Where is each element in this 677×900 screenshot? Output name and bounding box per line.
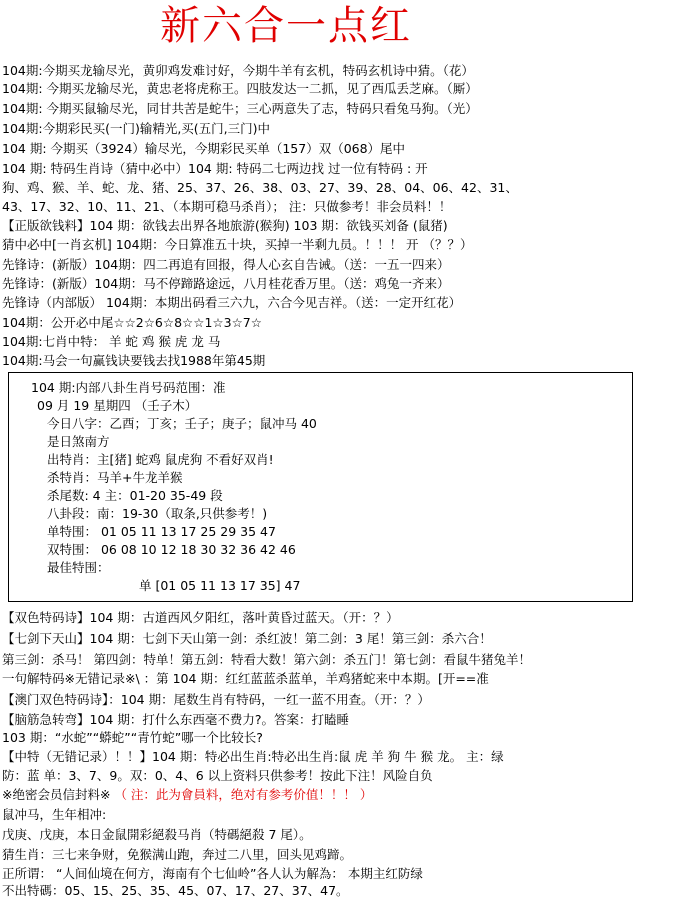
text-line: 104 期: 特码生肖诗（猜中必中）104 期: 特码二七两边找 过一位有特码 : 开 xyxy=(2,161,428,176)
box-line: 是日煞南方 xyxy=(47,434,110,449)
text-line: 【脑筋急转弯】104 期：打什么东西毫不费力?。答案：打瞌睡 xyxy=(2,712,349,727)
text-line: 不出特碼：05、15、25、35、45、07、17、27、37、47。 xyxy=(2,883,349,898)
member-note: （ 注：此为會員料，绝对有参考价值！！！ ） xyxy=(114,787,373,802)
secret-label: ※绝密会员信封料※ xyxy=(2,787,111,802)
text-line: 【正版欲钱料】104 期：欲钱去出界各地旅游(猴狗) 103 期：欲钱买刘备 (鼠猪) xyxy=(2,218,448,233)
box-line: 单 [01 05 11 13 17 35] 47 xyxy=(139,578,301,593)
box-line: 今日八字：乙酉；丁亥；壬子；庚子；鼠冲马 40 xyxy=(47,416,317,431)
text-line: 104期: 今期买龙输尽光，黄忠老将虎称王。四肢发达一二抓，见了西瓜丢芝麻。（厮） xyxy=(2,81,478,96)
text-line: 防：蓝 单：3、7、9。双：0、4、6 以上资料只供参考！按此下注！风险自负 xyxy=(2,768,433,783)
box-line: 双特围： 06 08 10 12 18 30 32 36 42 46 xyxy=(47,542,296,557)
text-line: 猜中必中[一肖玄机] 104期：今日算准五十块，买掉一半剩九员。！！！ 开 （？？） xyxy=(2,237,473,252)
text-line: 【七剑下天山】104 期：七剑下天山第一剑：杀红波！第二剑：3 尾！第三剑：杀六合！ xyxy=(2,631,492,646)
text-line: 狗、鸡、猴、羊、蛇、龙、猪、25、37、26、38、03、27、39、28、04、06、42、31、 xyxy=(2,180,518,195)
text-line: 104期: 今期买鼠输尽光，同甘共苦是蛇牛；三心两意失了志，特码只看兔马狗。（光） xyxy=(2,101,478,116)
box-line: 杀尾数: 4 主：01-20 35-49 段 xyxy=(47,488,223,503)
box-line: 最佳特围： xyxy=(47,560,110,575)
box-line: 出特肖：主[猪] 蛇鸡 鼠虎狗 不看好双肖! xyxy=(47,452,274,467)
page-title: 新六合一点红 xyxy=(160,3,412,49)
text-line: 104期:今期彩民买(一门)输精光,买(五门,三门)中 xyxy=(2,121,271,136)
box-line: 104 期:内部八卦生肖号码范围：准 xyxy=(31,380,226,395)
text-line: 一句解特码※无错记录※\ ：第 104 期：红红蓝蓝杀蓝单，羊鸡猪蛇来中本期。[开==准 xyxy=(2,671,489,686)
bagua-info-box xyxy=(8,372,633,602)
text-line: 103 期：“水蛇”“蟒蛇”“青竹蛇”哪一个比较长? xyxy=(2,730,263,745)
box-line: 单特围： 01 05 11 13 17 25 29 35 47 xyxy=(47,524,276,539)
text-line: 104 期: 今期买（3924）输尽光，今期彩民买单（157）双（068）尾中 xyxy=(2,141,406,156)
text-line: 【澳门双色特码诗】：104 期：尾数生肖有特码，一红一蓝不用查。（开：？） xyxy=(2,692,430,707)
text-line: 先锋诗（内部版） 104期：本期出码看三六九，六合今见吉祥。（送：一定开红花） xyxy=(2,295,462,310)
text-line: 【双色特码诗】104 期：古道西风夕阳红，落叶黄昏过蓝天。（开：？） xyxy=(2,610,399,625)
text-line: 43、17、32、10、11、21、（本期可稳马杀肖）； 注：只做参考！非会员料！！ xyxy=(2,199,452,214)
text-line: 第三剑：杀马！ 第四剑：特单！第五剑：特看大数！第六剑：杀五门！第七剑：看鼠牛猪兔羊！ xyxy=(2,652,531,667)
box-line: 八卦段：南：19-30（取条,只供参考！) xyxy=(47,506,268,521)
text-line: 104期:马会一句赢钱诀要钱去找1988年第45期 xyxy=(2,353,266,368)
text-line: 104期:今期买龙输尽光，黄卯鸡发难讨好，今期牛羊有玄机，特码玄机诗中猜。（花） xyxy=(2,63,474,78)
text-line: 先锋诗：(新版）104期：四二再追有回报，得人心玄自告诫。（送：一五一四来） xyxy=(2,257,450,272)
box-line: 杀特肖：马羊+牛龙羊猴 xyxy=(47,470,183,485)
text-line: 鼠冲马，生年相冲: xyxy=(2,807,107,822)
text-line: 104期:七肖中特： 羊 蛇 鸡 猴 虎 龙 马 xyxy=(2,334,221,349)
text-line: 戊庚、戊庚，本日金鼠開彩絕殺马肖（特碼絕殺 7 尾）。 xyxy=(2,827,312,842)
secret-line xyxy=(2,786,372,803)
text-line: 先锋诗：(新版）104期：马不停蹄路途远，八月桂花香万里。（送：鸡兔一齐来） xyxy=(2,276,450,291)
text-line: 猜生肖：三七来争财，免猴满山跑，奔过二八里，回头见鸡蹄。 xyxy=(2,847,353,862)
text-line: 104期：公开必中尾☆☆2☆6☆8☆☆1☆3☆7☆ xyxy=(2,315,262,330)
box-line: 09 月 19 星期四 （壬子木） xyxy=(37,398,198,413)
text-line: 正所谓： “人间仙境在何方，海南有个七仙岭”各人认为解為： 本期主红防绿 xyxy=(2,866,423,881)
text-line: 【中特（无错记录）！！】104 期：特必出生肖:特必出生肖:鼠 虎 羊 狗 牛 猴 龙。 主：绿 xyxy=(2,749,504,764)
